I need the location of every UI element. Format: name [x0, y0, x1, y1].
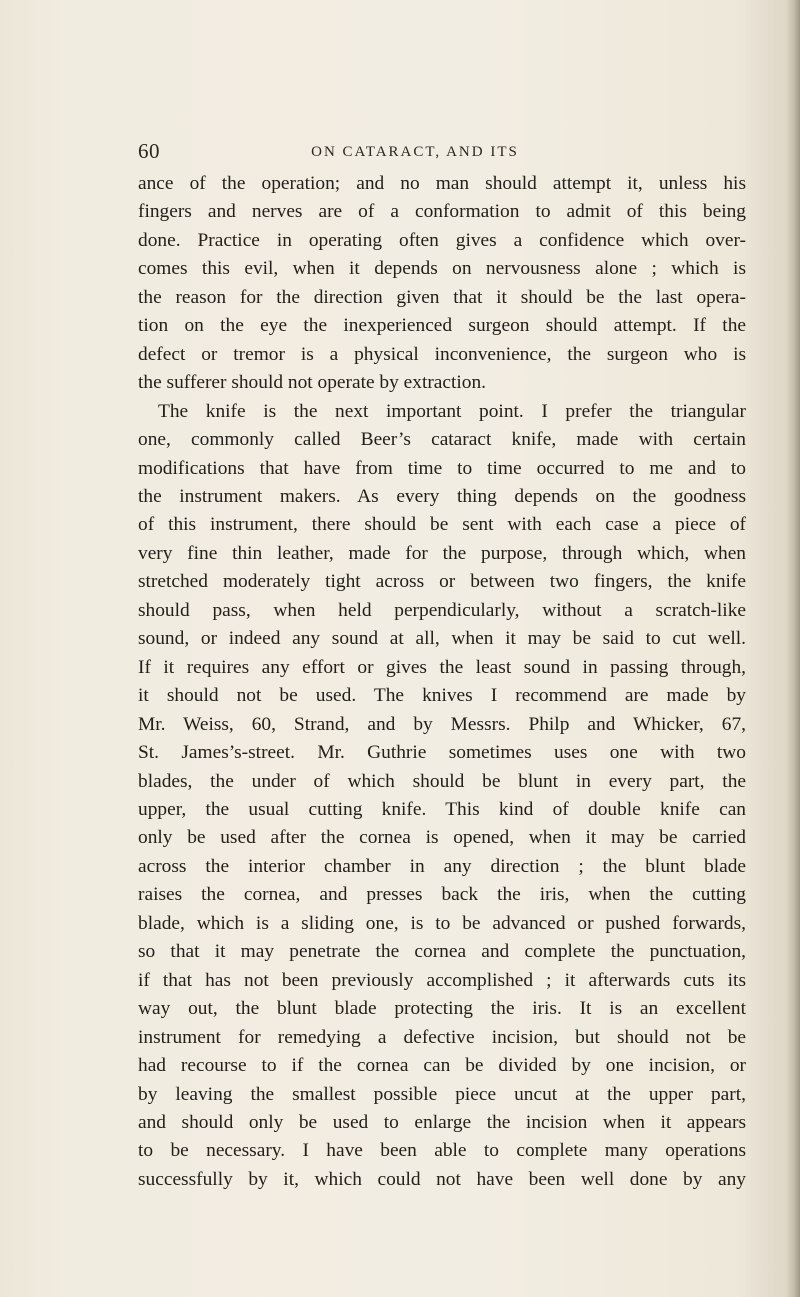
text-line: ance of the operation; and no man should attempt it, unless his [138, 173, 746, 194]
text-line: successfully by it, which could not have been well done by any [138, 1168, 746, 1190]
text-line: The knife is the next important point. I prefer the triangular [158, 400, 746, 422]
text-line: should pass, when held perpendicularly, without a scratch-like [138, 599, 746, 621]
text-line: St. James’s-street. Mr. Guthrie sometimes uses one with two [138, 742, 746, 764]
text-line: the sufferer should not operate by extraction. [138, 372, 487, 394]
page-number: 60 [138, 139, 160, 163]
text-line: modifications that have from time to time occurred to me and to [138, 457, 746, 479]
text-line: fingers and nerves are of a conformation to admit of this being [138, 201, 746, 223]
page-edge-shadow [786, 0, 800, 1297]
text-line: across the interior chamber in any direction ; the blunt blade [138, 855, 746, 877]
text-line: If it requires any effort or gives the least sound in passing through, [138, 656, 746, 678]
text-line: done. Practice in operating often gives a confidence which over- [138, 229, 746, 251]
text-line: Mr. Weiss, 60, Strand, and by Messrs. Philp and Whicker, 67, [138, 713, 746, 735]
text-line: one, commonly called Beer’s cataract knife, made with certain [138, 429, 746, 451]
text-line: tion on the eye the inexperienced surgeon should attempt. If the [138, 315, 746, 337]
text-line: sound, or indeed any sound at all, when it may be said to cut well. [138, 628, 746, 650]
text-line: instrument for remedying a defective incision, but should not be [138, 1026, 746, 1048]
text-line: so that it may penetrate the cornea and complete the punctuation, [138, 941, 746, 963]
text-line: blade, which is a sliding one, is to be advanced or pushed forwards, [138, 912, 746, 934]
text-line: the instrument makers. As every thing depends on the goodness [138, 485, 746, 507]
text-line: stretched moderately tight across or between two fingers, the knife [138, 571, 746, 593]
text-line: blades, the under of which should be blunt in every part, the [138, 770, 746, 792]
text-line: had recourse to if the cornea can be divided by one incision, or [138, 1055, 746, 1077]
text-line: if that has not been previously accomplished ; it afterwards cuts its [138, 969, 746, 991]
text-line: very fine thin leather, made for the purpose, through which, when [138, 542, 746, 564]
text-line: only be used after the cornea is opened, when it may be carried [138, 827, 746, 849]
text-line: and should only be used to enlarge the incision when it appears [138, 1111, 746, 1133]
text-line: of this instrument, there should be sent with each case a piece of [138, 514, 746, 536]
text-line: comes this evil, when it depends on nervousness alone ; which is [138, 258, 746, 280]
text-line: by leaving the smallest possible piece uncut at the upper part, [138, 1083, 746, 1105]
text-line: raises the cornea, and presses back the iris, when the cutting [138, 884, 746, 906]
text-line: way out, the blunt blade protecting the iris. It is an excellent [138, 998, 746, 1020]
body-text [138, 170, 746, 1194]
text-line: the reason for the direction given that it should be the last opera- [138, 286, 746, 308]
text-line: to be necessary. I have been able to complete many operations [138, 1140, 746, 1162]
text-line: upper, the usual cutting knife. This kind of double knife can [138, 798, 746, 820]
text-line: defect or tremor is a physical inconvenience, the surgeon who is [138, 343, 746, 365]
running-head: ON CATARACT, AND ITS [311, 144, 519, 160]
text-line: it should not be used. The knives I recommend are made by [138, 685, 746, 707]
